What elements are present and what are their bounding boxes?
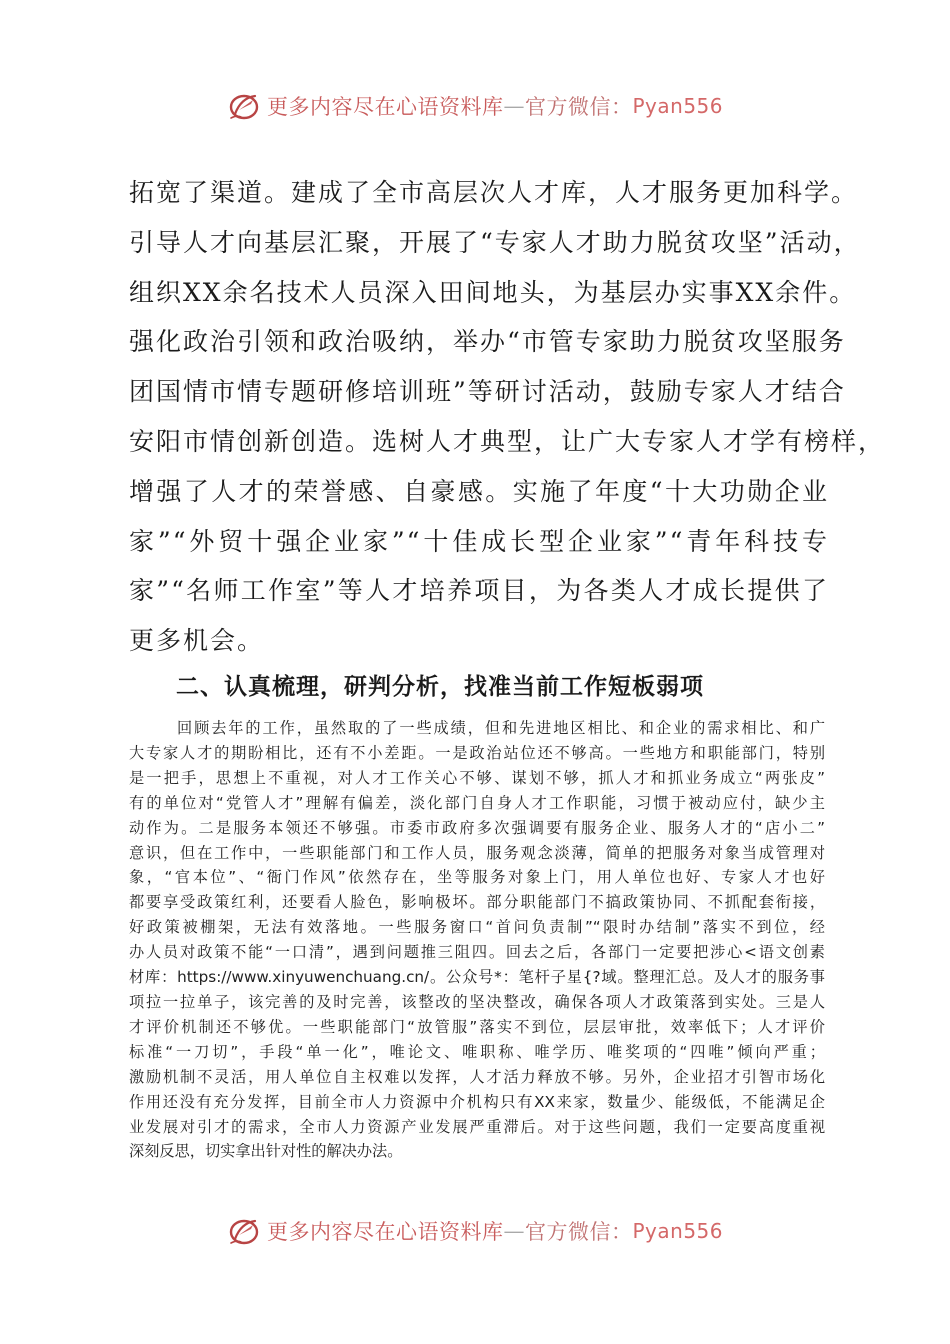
- body-line: 拓宽了渠道。建成了全市高层次人才库，人才服务更加科学。: [129, 178, 859, 207]
- section-line: 好政策被棚架，无法有效落地。一些服务窗口“首问负责制”“限时办结制”落实不到位，经: [129, 918, 825, 937]
- section-line: 作用还没有充分发挥，目前全市人力资源中介机构只有XX来家，数量少、能级低，不能满足企: [129, 1092, 825, 1111]
- body-line: 团国情市情专题研修培训班”等研讨活动，鼓励专家人才结合: [129, 377, 846, 407]
- pen-signature-icon: [227, 1213, 263, 1249]
- section-line: 有的单位对“党管人才”理解有偏差，淡化部门自身人才工作职能，习惯于被动应付，缺少主: [129, 793, 825, 812]
- body-line: 引导人才向基层汇聚，开展了“专家人才助力脱贫攻坚”活动，: [129, 227, 861, 257]
- section-line: 激励机制不灵活，用人单位自主权难以发挥，人才活力释放不够。另外，企业招才引智市场化: [129, 1067, 825, 1086]
- pen-signature-icon: [227, 88, 263, 124]
- body-line: 家”“名师工作室”等人才培养项目，为各类人才成长提供了: [129, 576, 829, 606]
- section-line: 大专家人才的期盼相比，还有不小差距。一是政治站位还不够高。一些地方和职能部门，特别: [129, 743, 825, 762]
- section-line: 深刻反思，切实拿出针对性的解决办法。: [129, 1142, 403, 1161]
- banner-wechat-id: Pyan556: [632, 94, 723, 118]
- body-line: 更多机会。: [129, 626, 265, 656]
- body-paragraph: [129, 168, 886, 666]
- body-line: 增强了人才的荣誉感、自豪感。实施了年度“十大功勋企业: [129, 476, 829, 506]
- banner-text: 更多内容尽在心语资料库: [266, 1220, 504, 1244]
- body-line: 安阳市情创新创造。选树人才典型，让广大专家人才学有榜样，: [129, 426, 886, 456]
- banner-separator: —: [503, 1219, 525, 1243]
- section-paragraph: [129, 716, 825, 1164]
- banner-text: 更多内容尽在心语资料库: [266, 95, 504, 119]
- footer-banner: [0, 1211, 950, 1251]
- banner-wechat-label: 官方微信：: [524, 1220, 633, 1244]
- banner-wechat-label: 官方微信：: [524, 95, 633, 119]
- section-line: 项拉一拉单子，该完善的及时完善，该整改的坚决整改，确保各项人才政策落到实处。三是人: [129, 992, 825, 1011]
- section-line: 回顾去年的工作，虽然取的了一些成绩，但和先进地区相比、和企业的需求相比、和广: [177, 719, 825, 737]
- banner-wechat-id: Pyan556: [632, 1219, 723, 1243]
- section-line: 材库：https://www.xinyuwenchuang.cn/。公众号*：笔杆子星{?域。整理汇总。及人才的服务事: [129, 968, 825, 987]
- section-line: 办人员对政策不能“一口清”，遇到问题推三阻四。回去之后，各部门一定要把涉心<语文创素: [129, 943, 825, 962]
- banner-separator: —: [503, 94, 525, 118]
- section-line: 是一把手，思想上不重视，对人才工作关心不够、谋划不够，抓人才和抓业务成立“两张皮”: [129, 768, 825, 787]
- body-line: 强化政治引领和政治吸纳，举办“市管专家助力脱贫攻坚服务: [129, 327, 846, 357]
- header-banner: [0, 86, 950, 126]
- section-heading: 二、认真梳理，研判分析，找准当前工作短板弱项: [176, 674, 704, 700]
- body-line: 组织XX余名技术人员深入田间地头，为基层办实事XX余件。: [129, 277, 857, 307]
- body-line: 家”“外贸十强企业家”“十佳成长型企业家”“青年科技专: [129, 526, 829, 556]
- section-line: 标准“一刀切”，手段“单一化”，唯论文、唯职称、唯学历、唯奖项的“四唯”倾向严重；: [129, 1042, 825, 1061]
- section-line: 都要享受政策红利，还要看人脸色，影响极坏。部分职能部门不搞政策协同、不抓配套衔接，: [129, 893, 825, 912]
- section-line: 业发展对引才的需求，全市人力资源产业发展严重滞后。对于这些问题，我们一定要高度重视: [129, 1117, 825, 1136]
- section-line: 象，“官本位”、“衙门作风”依然存在，坐等服务对象上门，用人单位也好、专家人才也好: [129, 868, 825, 887]
- section-line: 才评价机制还不够优。一些职能部门“放管服”落实不到位，层层审批，效率低下；人才评价: [129, 1017, 825, 1036]
- section-line: 动作为。二是服务本领还不够强。市委市政府多次强调要有服务企业、服务人才的“店小二”: [129, 818, 825, 837]
- section-line: 意识，但在工作中，一些职能部门和工作人员，服务观念淡薄，简单的把服务对象当成管理对: [129, 843, 825, 862]
